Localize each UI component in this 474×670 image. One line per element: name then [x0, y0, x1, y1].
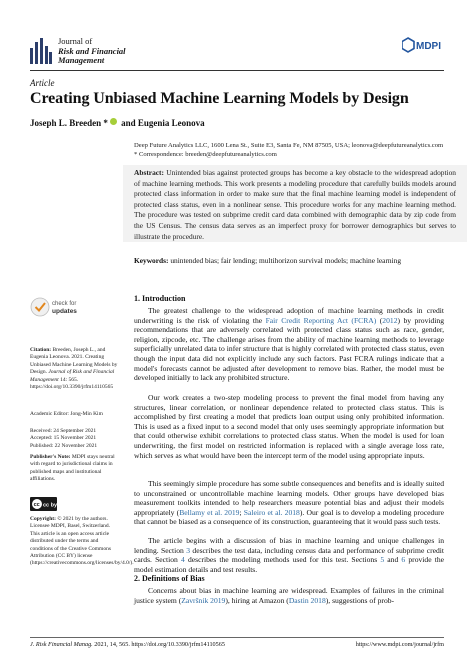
p4-text-b: describes the test data, including census data and performance of subprime credit cards. Section — [134, 545, 444, 565]
footer-doi[interactable]: 2021, 14, 565. https://doi.org/10.3390/jrfm14110565 — [94, 641, 225, 648]
p4-text-d: provide the model estimation details and test results. — [134, 555, 444, 574]
authors — [30, 118, 205, 128]
dates-block — [30, 428, 118, 450]
footer-journal: J. Risk Financial Manag. — [30, 641, 93, 648]
p1-paren: ( — [376, 315, 383, 325]
footer-divider — [30, 637, 444, 638]
p4-text-c: describes the modeling methods used for this test. Sections — [184, 555, 381, 565]
fcra-year-link[interactable]: 2012 — [382, 315, 398, 325]
publisher-note-label: Publisher's Note: — [30, 454, 71, 460]
cc-by-label: cc by — [43, 502, 57, 509]
section-2-heading: 2. Definitions of Bias — [134, 574, 205, 583]
p1-text-a: The greatest challenge to the widespread adoption of machine learning methods in credit underwriting is the risk of violating the — [134, 306, 444, 325]
section-6-link[interactable]: 6 — [401, 555, 406, 565]
journal-name-line3: Management — [58, 55, 105, 65]
copyright-text: © 2021 by the authors. Licensee MDPI, Basel, Switzerland. This article is an open access article distributed under the terms and conditions of the Creative Commons Attribution (CC BY) license (https://creativecommons.org/licenses/by/4.0/). — [30, 516, 134, 567]
accepted-date: Accepted: 15 November 2021 — [30, 435, 97, 442]
paragraph-2: Our work creates a two-step modeling process to prevent the final model from having any structures, linear correlation, or nonlinear dependence related to protected class status. This is accomplished by first creating a model that predicts loan output using only prohibited information. This is used as a fixed input to a second model that only uses seemingly appropriate information but that could otherwise exhibit correlations to protected class status. When the model is used for loan underwriting, the first model on restricted information is replaced with a single average loss rate, which serves as what would have been the intercept term of the model using appropriate inputs. — [134, 393, 444, 460]
p5-text-a: Concerns about bias in machine learning are widespread. Examples of failures in the criminal justice system ( — [134, 586, 444, 605]
author-breeden[interactable]: Joseph L. Breeden * — [30, 118, 108, 128]
section-1-heading: 1. Introduction — [134, 294, 186, 303]
publisher-note-text: MDPI stays neutral with regard to jurisdictional claims in published maps and institutional affiliations. — [30, 454, 115, 483]
check-for-updates-badge[interactable] — [30, 296, 90, 318]
copyright-label: Copyright: — [30, 516, 56, 522]
footer-citation — [30, 641, 225, 648]
updates-line1: check for — [52, 301, 77, 307]
citation-journal: Journal of Risk and Financial Management — [30, 369, 115, 383]
citation-text: Breeden, Joseph L., and Eugenia Leonova. 2021. Creating Unbiased Machine Learning Models by Design. — [30, 347, 118, 376]
keywords-text: unintended bias; fair lending; multihorizon survival models; machine learning — [170, 256, 402, 265]
academic-editor: Academic Editor: Jong-Min Kim — [30, 411, 103, 417]
keywords-label: Keywords: — [134, 256, 169, 265]
section-4-link[interactable]: 4 — [181, 555, 185, 565]
zavrsnik-link[interactable]: Završnik 2019 — [181, 595, 226, 605]
journal-name-line1: Journal of — [58, 36, 93, 46]
author-leonova[interactable]: and Eugenia Leonova — [121, 118, 205, 128]
p5-text-b: ), hiring at Amazon ( — [225, 595, 289, 605]
p3-text-a: This seemingly simple procedure has some subtle consequences and benefits and is ideally suited to unconstrained or uncontrollable machine learning models. Other groups have developed bias measurement toolkits intended to help researchers measure potential bias and adjust their models appropriately ( — [134, 479, 444, 517]
svg-text:cc: cc — [33, 502, 40, 509]
paragraph-3 — [134, 479, 444, 527]
p5-text-c: ), suggestions of prob- — [325, 595, 395, 605]
received-date: Received: 24 September 2021 — [30, 428, 97, 434]
paragraph-1 — [134, 306, 444, 383]
header-divider — [30, 70, 444, 71]
p3-text-b: ). Our goal is to develop a modeling procedure that cannot be biased as a consequence of its construction, guaranteeing that it would pass such tests. — [134, 507, 444, 527]
mdpi-logo — [402, 36, 448, 60]
p3-sep: ; — [239, 507, 244, 517]
mdpi-logo-text: MDPI — [416, 41, 441, 52]
p4-and: and — [384, 555, 402, 565]
bellamy-link[interactable]: Bellamy et al. 2019 — [179, 507, 240, 517]
publisher-note — [30, 454, 118, 484]
section-5-link[interactable]: 5 — [380, 555, 385, 565]
footer-journal-url[interactable]: https://www.mdpi.com/journal/jrfm — [355, 641, 444, 648]
dastin-link[interactable]: Dastin 2018 — [288, 595, 326, 605]
p1-text-b: ) by providing recommendations that are adversely correlated with protected class status such as race, gender, religion, zipcode, etc. The challenge arises from the ability of machine learning methods to leverage superficially unrelated data to infer structure that is highly correlated with protected class status, even though the input data did not explicitly include any such factors. Past FCRA rulings indicate that a model's forecasts cannot be adjusted after development to remove bias. Rather, the model must be developed initially to lack any prohibited structure. — [134, 315, 444, 383]
abstract-box — [123, 165, 467, 242]
p4-text-a: The article begins with a discussion of bias in machine learning and unique challenges in lending. Section — [134, 536, 444, 555]
journal-name-line2: Risk and Financial — [58, 45, 126, 56]
cc-by-license-icon[interactable] — [30, 497, 57, 511]
affiliation: Deep Future Analytics LLC, 1600 Lena St., Suite E3, Santa Fe, NM 87505, USA; leonova@deepfutureanalytics.com — [134, 142, 444, 149]
copyright-block — [30, 516, 134, 568]
article-type: Article — [30, 78, 55, 88]
article-title: Creating Unbiased Machine Learning Models by Design — [30, 90, 409, 107]
paragraph-4 — [134, 536, 444, 574]
orcid-icon[interactable] — [110, 118, 117, 125]
journal-name — [58, 37, 126, 66]
citation-doi[interactable]: 14: 565. https://doi.org/10.3390/jrfm14110565 — [30, 376, 114, 391]
fcra-link[interactable]: Fair Credit Reporting Act (FCRA) — [265, 315, 377, 325]
correspondence: * Correspondence: breeden@deepfutureanalytics.com — [134, 151, 277, 158]
published-date: Published: 22 November 2021 — [30, 442, 98, 449]
updates-line2: updates — [52, 308, 77, 315]
keywords — [134, 256, 444, 267]
citation-label: Citation: — [30, 347, 52, 353]
abstract-label: Abstract: — [134, 168, 164, 177]
abstract — [134, 165, 456, 242]
journal-logo — [30, 38, 52, 64]
paragraph-5 — [134, 586, 444, 605]
abstract-text: Unintended bias against protected groups has become a key obstacle to the widespread adoption of machine learning methods. This work presents a modeling procedure that carefully builds models around protected class information in order to make sure that the final machine learning model is independent of protected class status, even in a nonlinear sense. This procedure works for any machine learning method. The procedure was tested on subprime credit card data combined with demographic data by zip code from the US Census. The census data serves as an imperfect proxy for borrower demographics but serves to illustrate the procedure. — [134, 168, 456, 241]
citation-block — [30, 347, 118, 391]
saleiro-link[interactable]: Saleiro et al. 2018 — [243, 507, 300, 517]
section-3-link[interactable]: 3 — [186, 545, 191, 555]
